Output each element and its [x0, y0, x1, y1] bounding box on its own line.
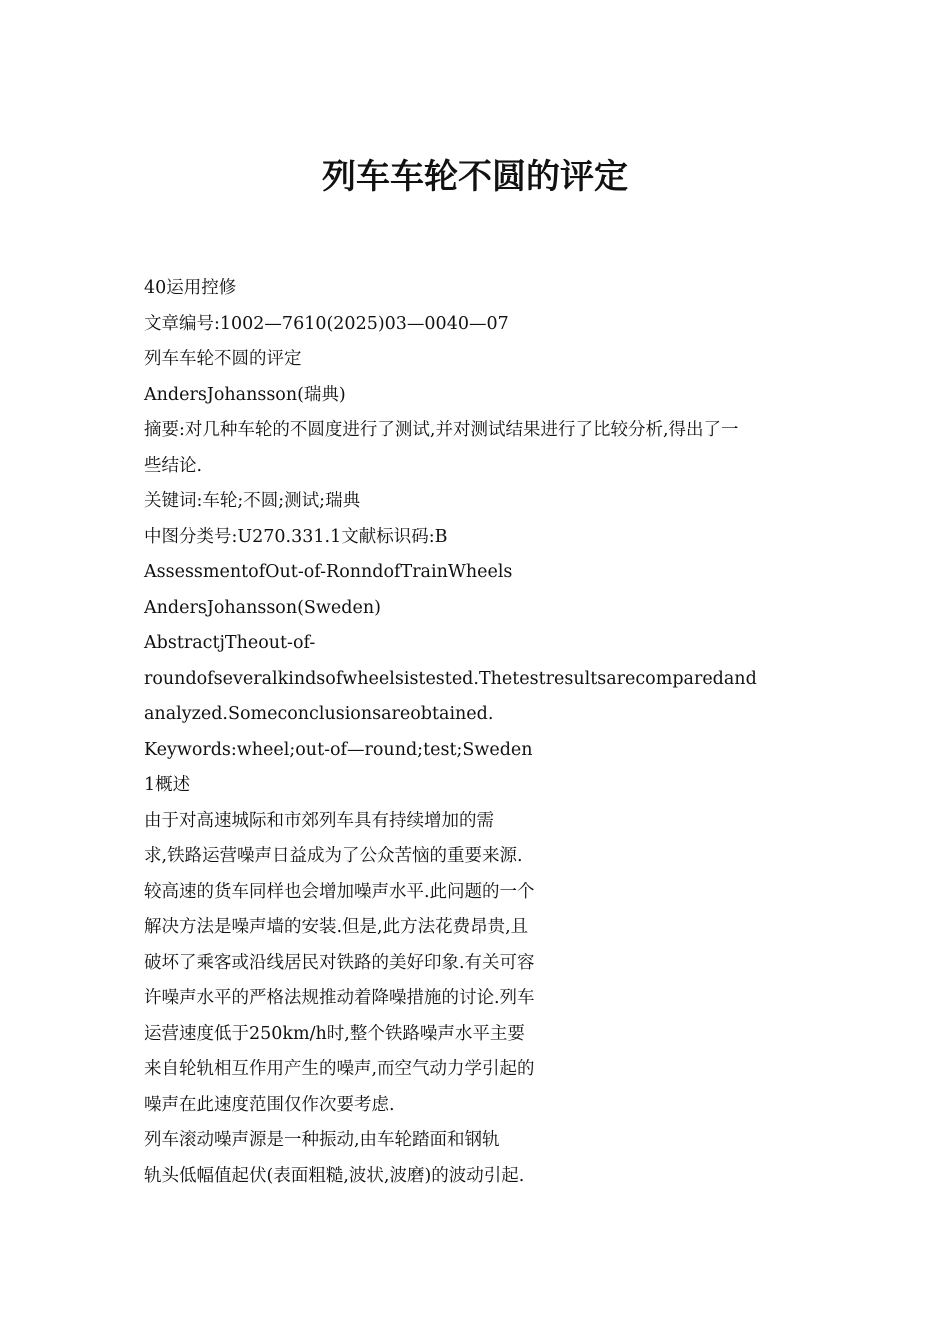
- text-line: AbstractjTheout-of-: [144, 633, 316, 653]
- text-line: 轨头低幅值起伏(表面粗糙,波状,波磨)的波动引起.: [144, 1165, 525, 1186]
- text-line: 列车滚动噪声源是一种振动,由车轮踏面和钢轨: [144, 1130, 500, 1150]
- text-line: 破坏了乘客或沿线居民对铁路的美好印象.有关可容: [144, 952, 535, 973]
- text-line: analyzed.Someconclusionsareobtained.: [144, 704, 494, 724]
- text-line: 噪声在此速度范围仅作次要考虑.: [144, 1094, 395, 1115]
- text-line: AndersJohansson(瑞典): [144, 384, 346, 405]
- text-line: 来自轮轨相互作用产生的噪声,而空气动力学引起的: [144, 1059, 535, 1079]
- text-line: 摘要:对几种车轮的不圆度进行了测试,并对测试结果进行了比较分析,得出了一: [144, 420, 739, 440]
- text-line: 1概述: [144, 775, 191, 795]
- document-body: [144, 271, 814, 1194]
- document-title: 列车车轮不圆的评定: [322, 157, 628, 197]
- text-line: roundofseveralkindsofwheelsistested.Thetestresultsarecomparedand: [144, 668, 757, 689]
- text-line: 关键词:车轮;不圆;测试;瑞典: [144, 491, 361, 511]
- text-line: 较高速的货车同样也会增加噪声水平.此问题的一个: [144, 881, 535, 902]
- text-line: 解决方法是噪声墙的安装.但是,此方法花费昂贵,且: [144, 917, 529, 937]
- text-line: 些结论.: [144, 455, 203, 476]
- text-line: 由于对高速城际和市郊列车具有持续增加的需: [144, 810, 494, 831]
- text-line: 列车车轮不圆的评定: [144, 349, 302, 369]
- text-line: 求,铁路运营噪声日益成为了公众苦恼的重要来源.: [144, 846, 523, 866]
- text-line: Keywords:wheel;out-of—round;test;Sweden: [144, 739, 533, 760]
- text-line: 40运用控修: [144, 278, 237, 298]
- text-line: 许噪声水平的严格法规推动着降噪措施的讨论.列车: [144, 988, 535, 1008]
- text-line: 文章编号:1002—7610(2025)03—0040—07: [144, 313, 509, 334]
- text-line: 运营速度低于250km/h时,整个铁路噪声水平主要: [144, 1023, 525, 1044]
- text-line: 中图分类号:U270.331.1文献标识码:B: [144, 526, 448, 547]
- text-line: AndersJohansson(Sweden): [144, 597, 381, 618]
- text-line: AssessmentofOut-of-RonndofTrainWheels: [144, 562, 513, 582]
